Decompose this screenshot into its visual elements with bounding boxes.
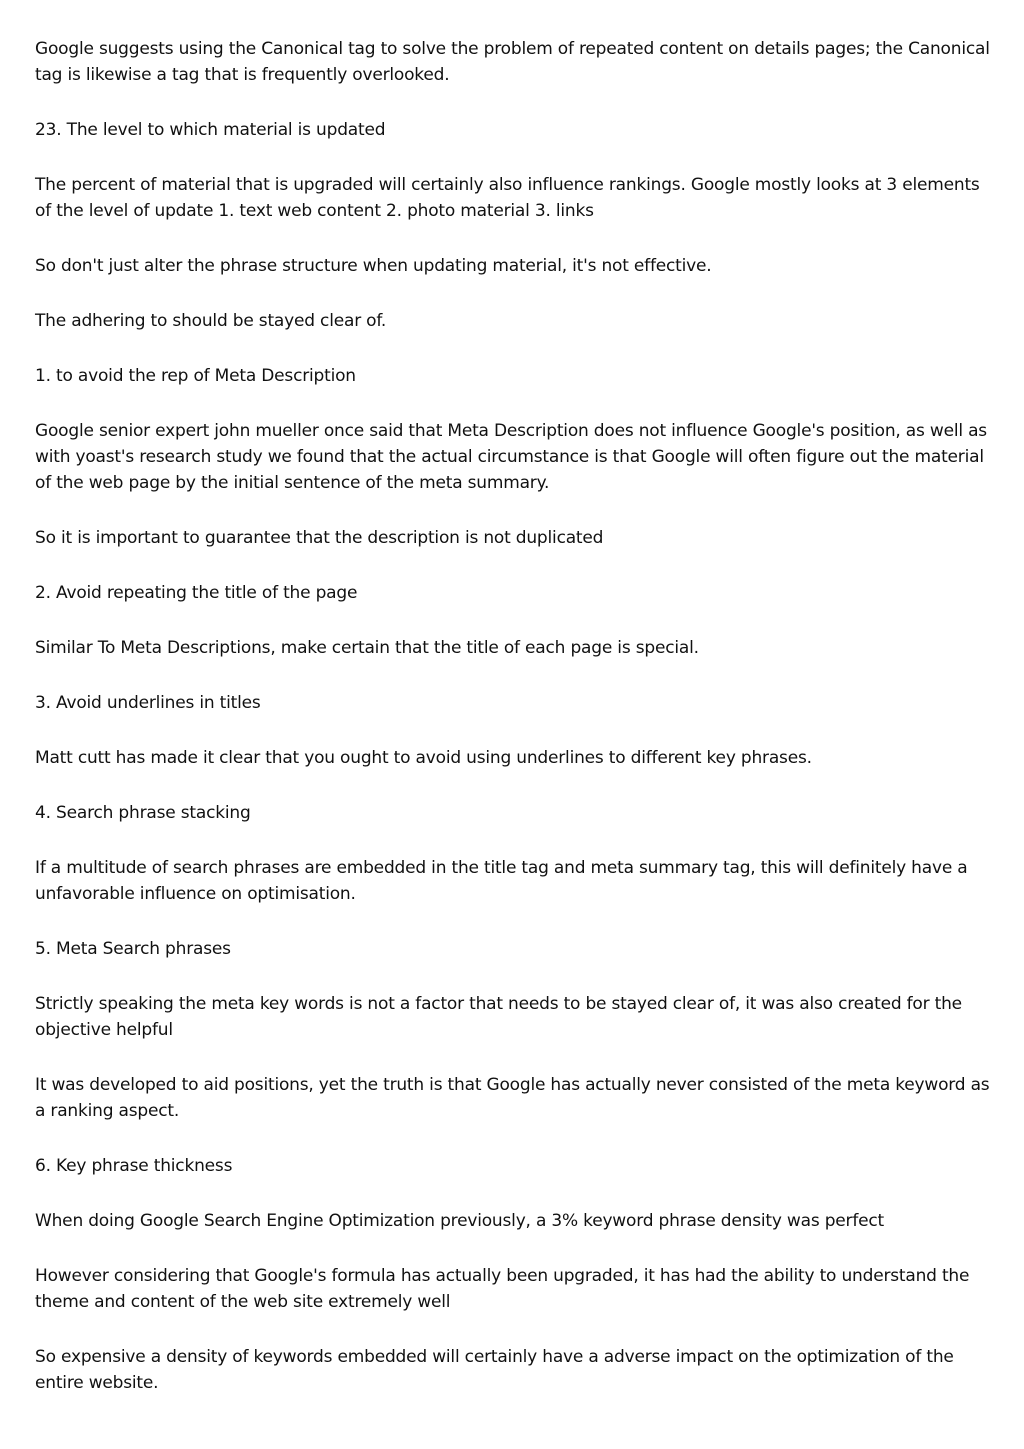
paragraph-adverse-impact: So expensive a density of keywords embedded will certainly have a adverse impact on the optimization of the entire website. bbox=[35, 1347, 954, 1393]
paragraph-unique-title: Similar To Meta Descriptions, make certain that the title of each page is special. bbox=[35, 638, 699, 658]
paragraph-meta-keyword-ranking: It was developed to aid positions, yet the truth is that Google has actually never consisted of the meta keyword as a ranking aspect. bbox=[35, 1075, 990, 1121]
document-body bbox=[35, 36, 995, 1425]
paragraph-phrase-structure: So don't just alter the phrase structure when updating material, it's not effective. bbox=[35, 256, 712, 276]
paragraph-formula-upgraded: However considering that Google's formula has actually been upgraded, it has had the ability to understand the theme and content of the web site extremely well bbox=[35, 1266, 970, 1312]
paragraph-meta-keywords: Strictly speaking the meta key words is not a factor that needs to be stayed clear of, it was also created for the objective helpful bbox=[35, 994, 962, 1040]
heading-phrase-stacking: 4. Search phrase stacking bbox=[35, 803, 251, 823]
paragraph-avoid-intro: The adhering to should be stayed clear of. bbox=[35, 311, 387, 331]
paragraph-canonical-tag: Google suggests using the Canonical tag to solve the problem of repeated content on details pages; the Canonical tag is likewise a tag that is frequently overlooked. bbox=[35, 39, 990, 85]
heading-underlines: 3. Avoid underlines in titles bbox=[35, 693, 261, 713]
paragraph-meta-description: Google senior expert john mueller once said that Meta Description does not influence Google's position, as well as with yoast's research study we found that the actual circumstance is that Google will often figure out the material of the web page by the initial sentence of the meta summary. bbox=[35, 421, 987, 493]
heading-key-phrase-thickness: 6. Key phrase thickness bbox=[35, 1156, 233, 1176]
paragraph-not-duplicated: So it is important to guarantee that the description is not duplicated bbox=[35, 528, 604, 548]
paragraph-underlines: Matt cutt has made it clear that you ought to avoid using underlines to different key phrases. bbox=[35, 748, 812, 768]
heading-meta-description: 1. to avoid the rep of Meta Description bbox=[35, 366, 356, 386]
heading-update-level: 23. The level to which material is updated bbox=[35, 120, 386, 140]
paragraph-phrase-stacking: If a multitude of search phrases are embedded in the title tag and meta summary tag, this will definitely have a unfavorable influence on optimisation. bbox=[35, 858, 968, 904]
paragraph-update-percent: The percent of material that is upgraded will certainly also influence rankings. Google mostly looks at 3 elements of the level of update 1. text web content 2. photo material 3. links bbox=[35, 175, 980, 221]
heading-repeating-title: 2. Avoid repeating the title of the page bbox=[35, 583, 358, 603]
paragraph-keyword-density: When doing Google Search Engine Optimization previously, a 3% keyword phrase density was perfect bbox=[35, 1211, 885, 1231]
heading-meta-search-phrases: 5. Meta Search phrases bbox=[35, 939, 231, 959]
